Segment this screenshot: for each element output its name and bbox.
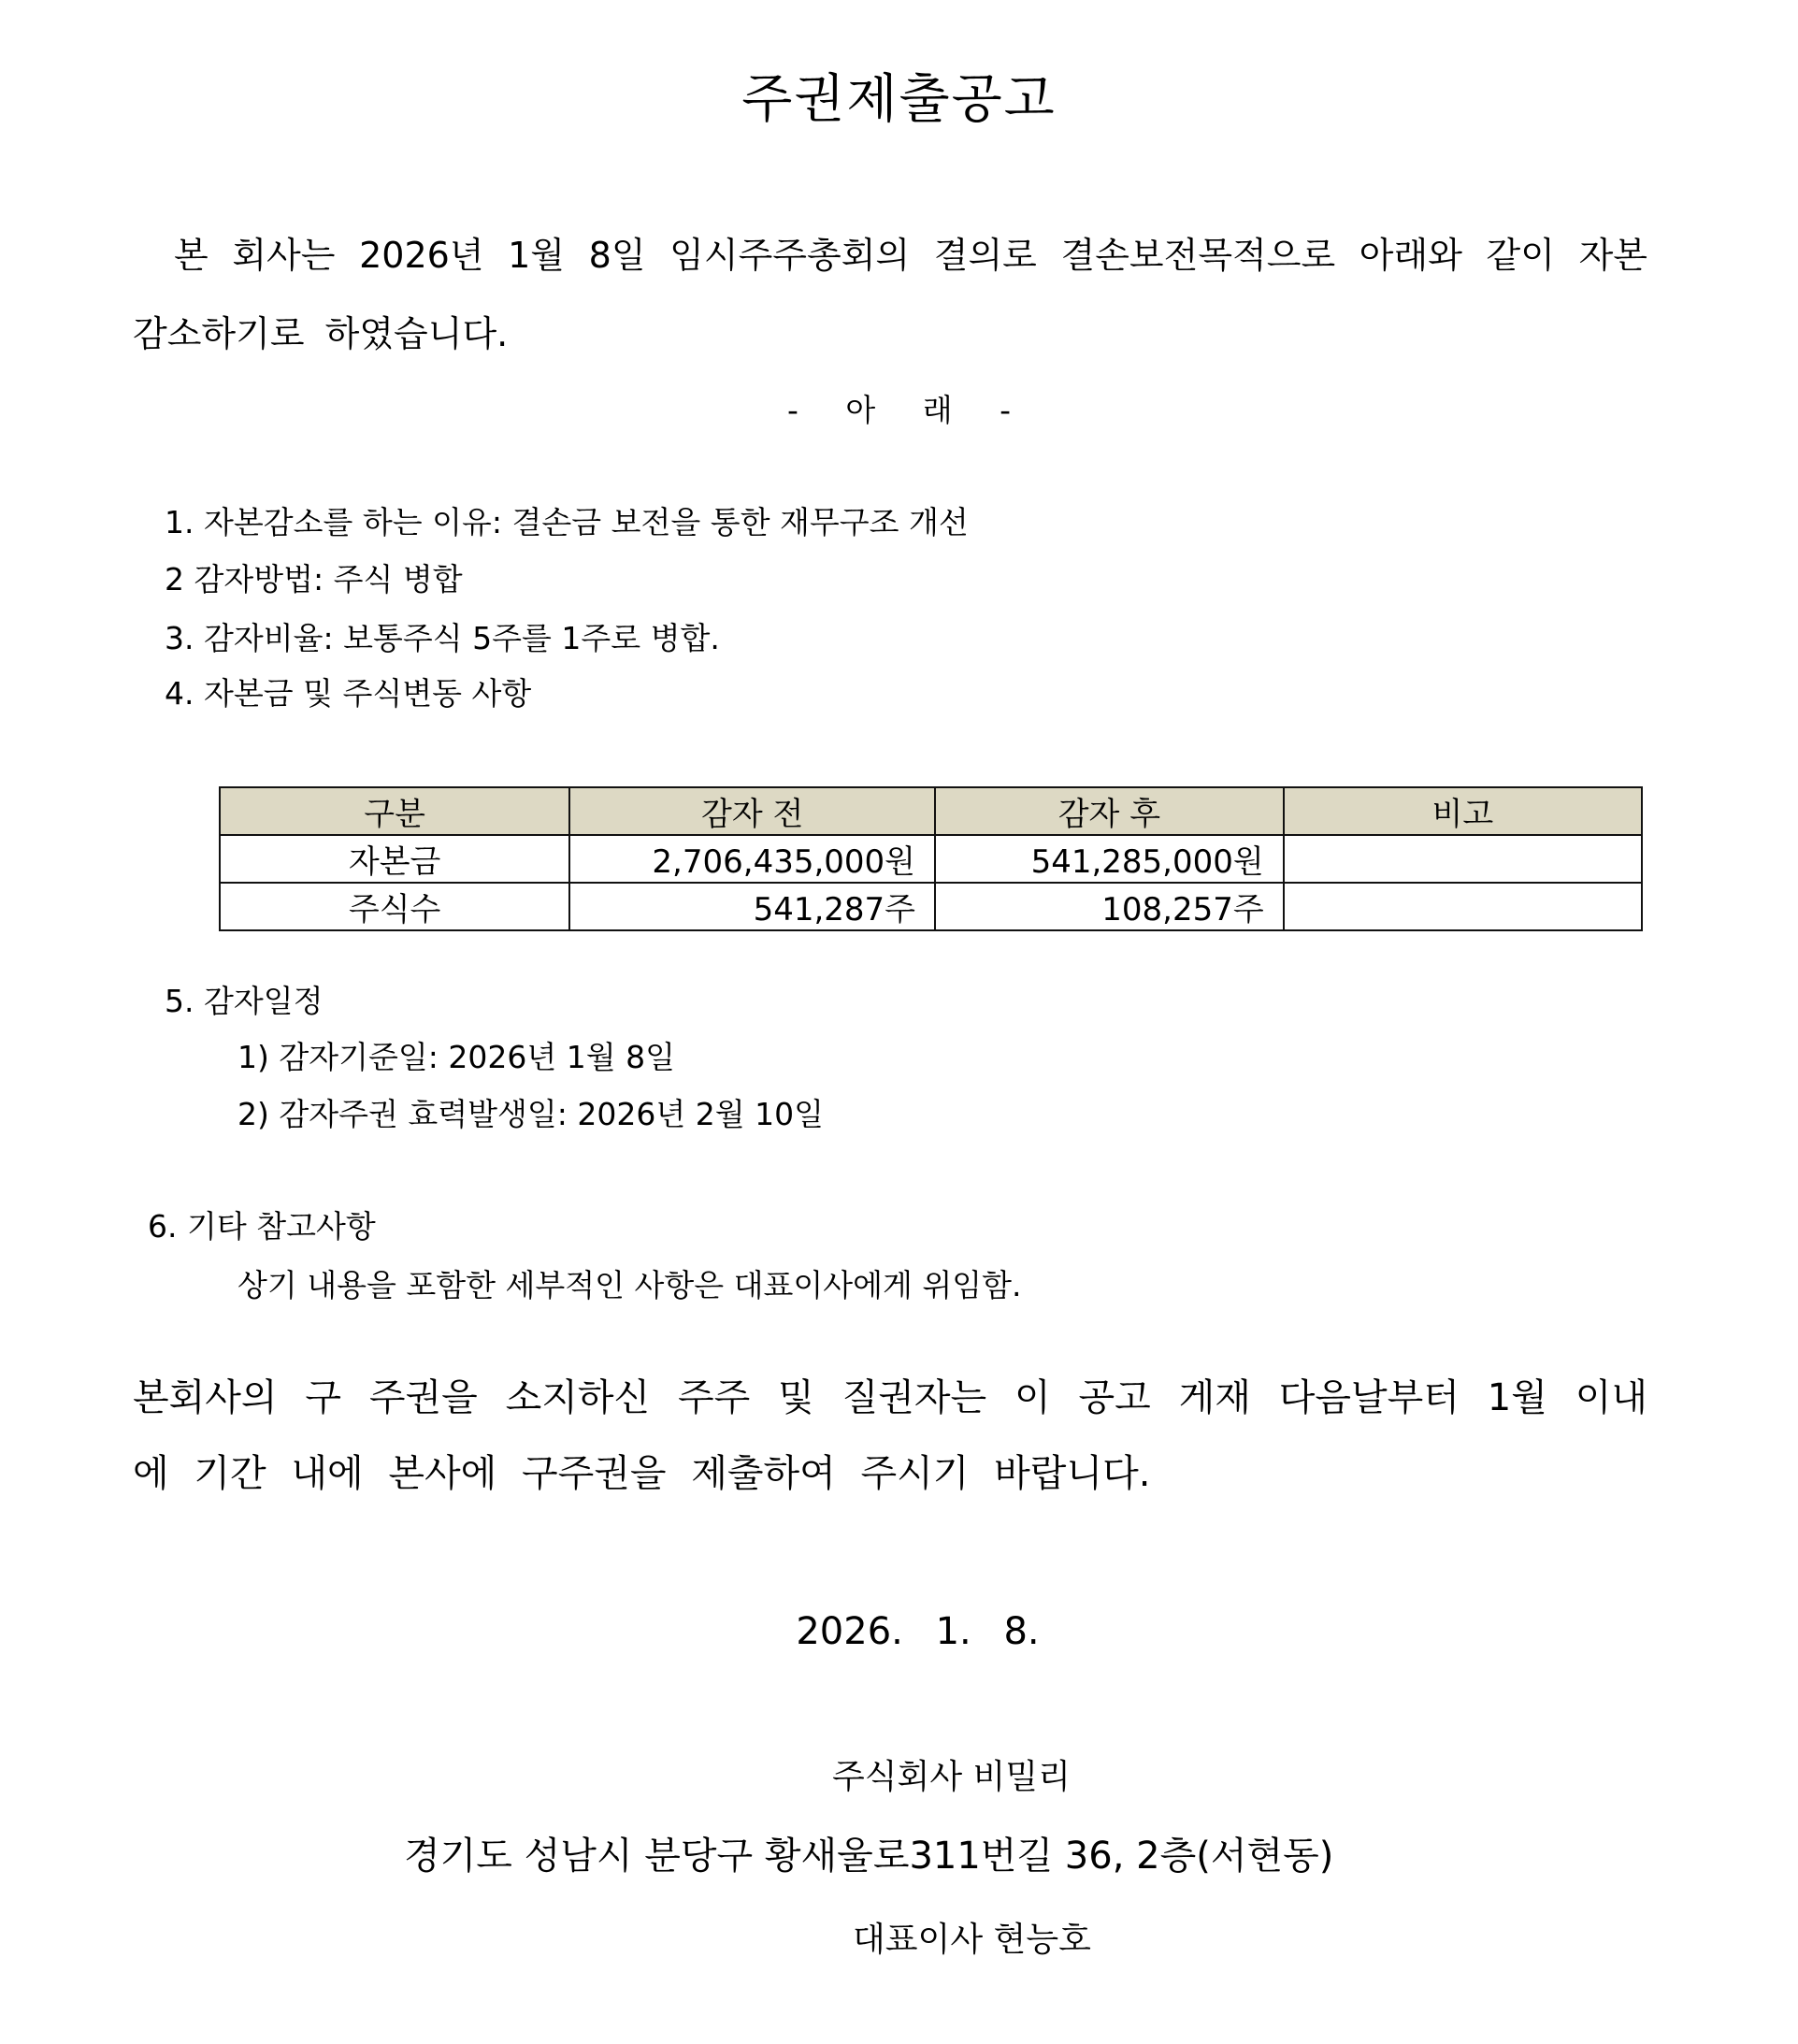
header-after: 감자 후 [935,787,1284,835]
list-item-capital-changes: 4. 자본금 및 주식변동 사항 [165,675,532,712]
list-item-schedule: 5. 감자일정 [165,983,324,1019]
intro-text: 본 회사는 2026년 1월 8일 임시주주총회의 결의로 결손보전목적으로 아래와 같이 자본감소하기로 하였습니다. [133,235,1647,354]
representative-name: 대표이사 현능호 [853,1921,1091,1959]
header-before: 감자 전 [569,787,935,835]
cell-before: 541,287주 [569,883,935,930]
list-item-reason: 1. 자본감소를 하는 이유: 결손금 보전을 통한 재무구조 개선 [165,504,969,540]
row-label: 주식수 [220,883,569,930]
schedule-effective-date: 2) 감자주권 효력발생일: 2026년 2월 10일 [237,1096,824,1132]
company-name: 주식회사 비밀리 [832,1758,1071,1796]
cell-after: 541,285,000원 [935,835,1284,883]
header-note: 비고 [1284,787,1642,835]
capital-change-table [219,786,1643,931]
list-item-other: 6. 기타 참고사항 [148,1208,376,1245]
closing-paragraph: 본회사의 구 주권을 소지하신 주주 및 질권자는 이 공고 게재 다음날부터 1월 이내에 기간 내에 본사에 구주권을 제출하여 주시기 바랍니다. [133,1376,1647,1495]
cell-note [1284,883,1642,930]
company-address: 경기도 성남시 분당구 황새울로311번길 36, 2층(서현동) [404,1835,1334,1878]
list-item-ratio: 3. 감자비율: 보통주식 5주를 1주로 병합. [165,620,720,656]
other-note: 상기 내용을 포함한 세부적인 사항은 대표이사에게 위임함. [237,1267,1022,1303]
cell-after: 108,257주 [935,883,1284,930]
notice-date: 2026. 1. 8. [796,1610,1040,1653]
row-label: 자본금 [220,835,569,883]
table-header-row [220,787,1642,835]
section-marker: - 아 래 - [786,392,1012,428]
cell-before: 2,706,435,000원 [569,835,935,883]
table-row [220,835,1642,883]
intro-paragraph [133,216,1647,373]
table-row [220,883,1642,930]
cell-note [1284,835,1642,883]
list-item-method: 2 감자방법: 주식 병합 [165,561,463,597]
header-category: 구분 [220,787,569,835]
schedule-record-date: 1) 감자기준일: 2026년 1월 8일 [237,1039,675,1075]
page-title: 주권제출공고 [741,69,1057,130]
